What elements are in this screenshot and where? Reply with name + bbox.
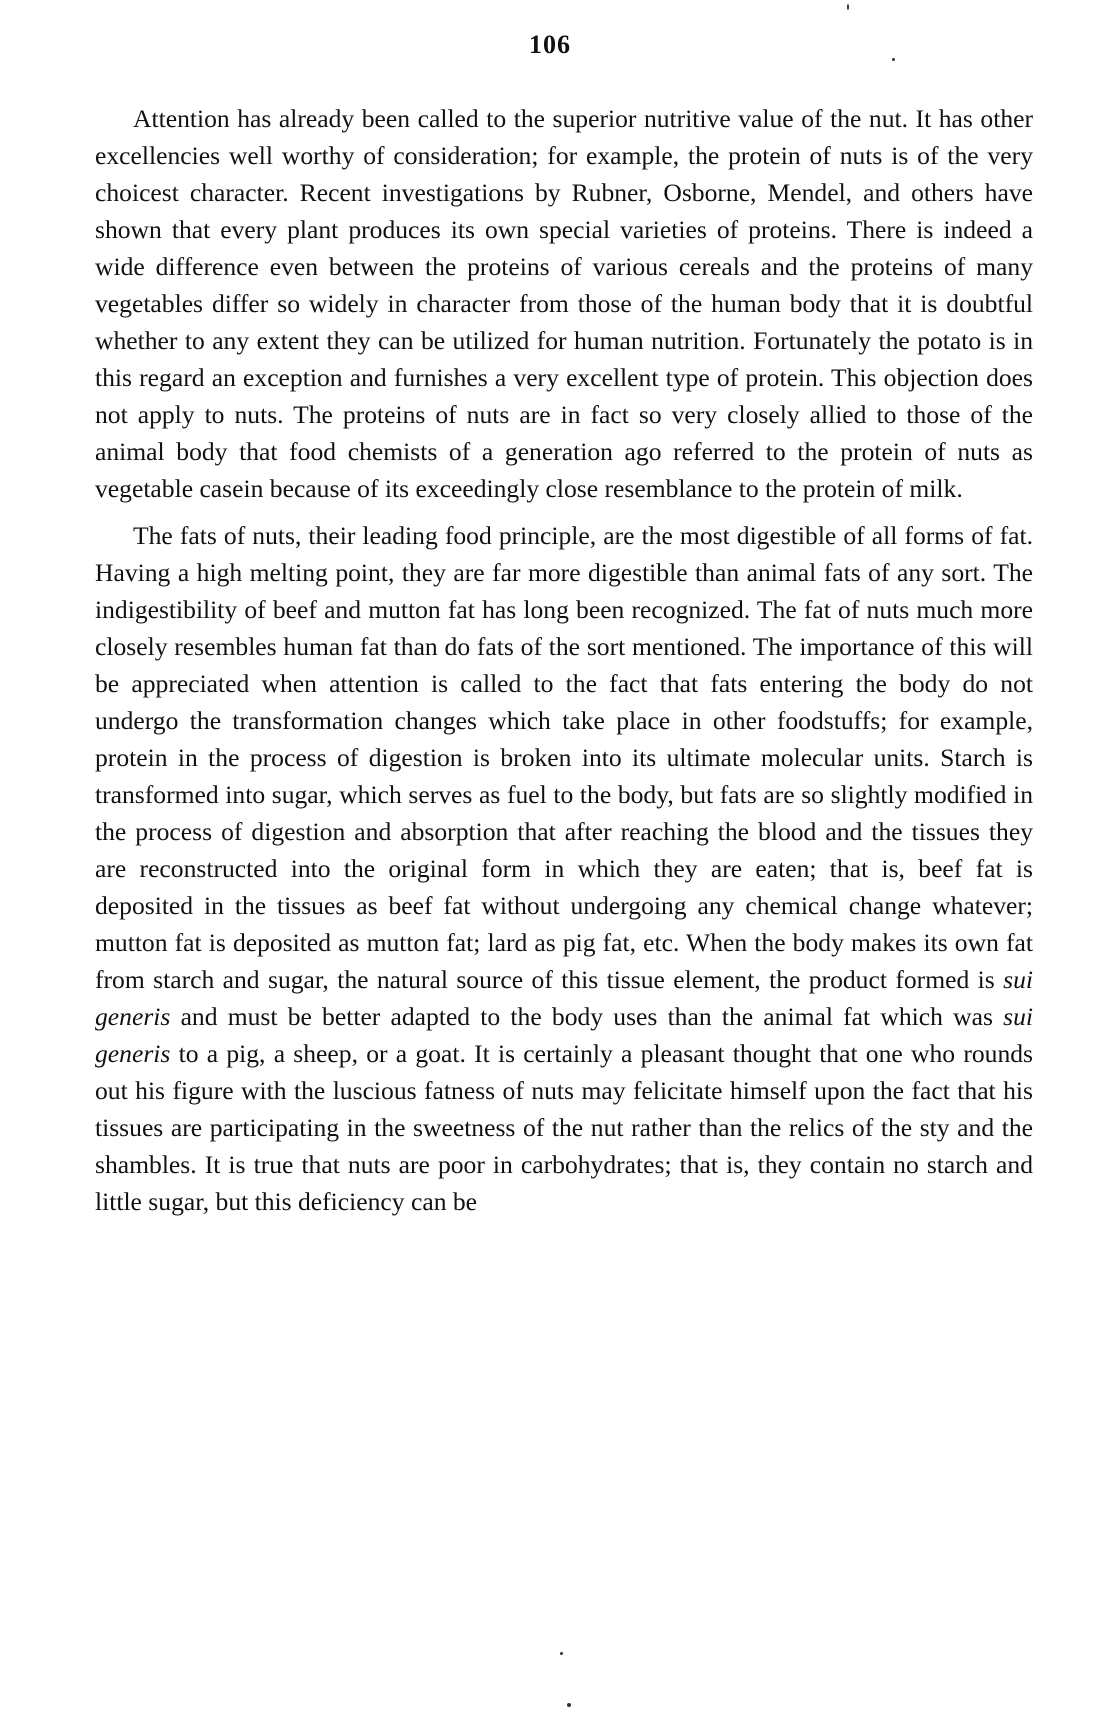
scan-speck	[567, 1703, 571, 1707]
italic-phrase-2: sui generis	[95, 1002, 1033, 1068]
body-text	[95, 100, 1033, 1220]
paragraph-fats-text-1: The fats of nuts, their leading food principle, are the most digestible of all forms of fat. Having a high melting point, they are far more digestible than animal fats of any sort. The indigestibility of beef and mutton fat has long been recognized. The fat of nuts much more closely resembles human fat than do fats of the sort mentioned. The importance of this will be appreciated when attention is called to the fact that fats entering the body do not undergo the transformation changes which take place in other foodstuffs; for example, protein in the process of digestion is broken into its ultimate molecular units. Starch is transformed into sugar, which serves as fuel to the body, but fats are so slightly modified in the process of digestion and absorption that after reaching the blood and the tissues they are reconstructed into the original form in which they are eaten; that is, beef fat is deposited in the tissues as beef fat without undergoing any chemical change whatever; mutton fat is deposited as mutton fat; lard as pig fat, etc. When the body makes its own fat from starch and sugar, the natural source of this tissue element, the product formed is	[95, 521, 1033, 994]
paragraph-fats-text-2: and must be better adapted to the body uses than the animal fat which was	[170, 1002, 1004, 1031]
paragraph-fats	[95, 517, 1033, 1220]
scan-speck	[847, 4, 849, 10]
italic-phrase-1: sui generis	[95, 965, 1033, 1031]
paragraph-fats-text-3: to a pig, a sheep, or a goat. It is certainly a pleasant thought that one who rounds out his figure with the luscious fatness of nuts may felicitate himself upon the fact that his tissues are participating in the sweetness of the nut rather than the relics of the sty and the shambles. It is true that nuts are poor in carbohydrates; that is, they contain no starch and little sugar, but this deficiency can be	[95, 1039, 1033, 1216]
scan-speck	[560, 1652, 563, 1655]
paragraph-protein: Attention has already been called to the superior nutritive value of the nut. It has other excellencies well worthy of consideration; for example, the protein of nuts is of the very choicest character. Recent investigations by Rubner, Osborne, Mendel, and others have shown that every plant produces its own special varieties of proteins. There is indeed a wide difference even between the proteins of various cereals and the proteins of many vegetables differ so widely in character from those of the human body that it is doubtful whether to any extent they can be utilized for human nutrition. Fortunately the potato is in this regard an exception and furnishes a very excellent type of protein. This objection does not apply to nuts. The proteins of nuts are in fact so very closely allied to those of the animal body that food chemists of a generation ago referred to the protein of nuts as vegetable casein because of its exceedingly close resemblance to the protein of milk.	[95, 104, 1033, 503]
scan-speck	[892, 58, 895, 61]
page-number: 106	[529, 30, 571, 59]
